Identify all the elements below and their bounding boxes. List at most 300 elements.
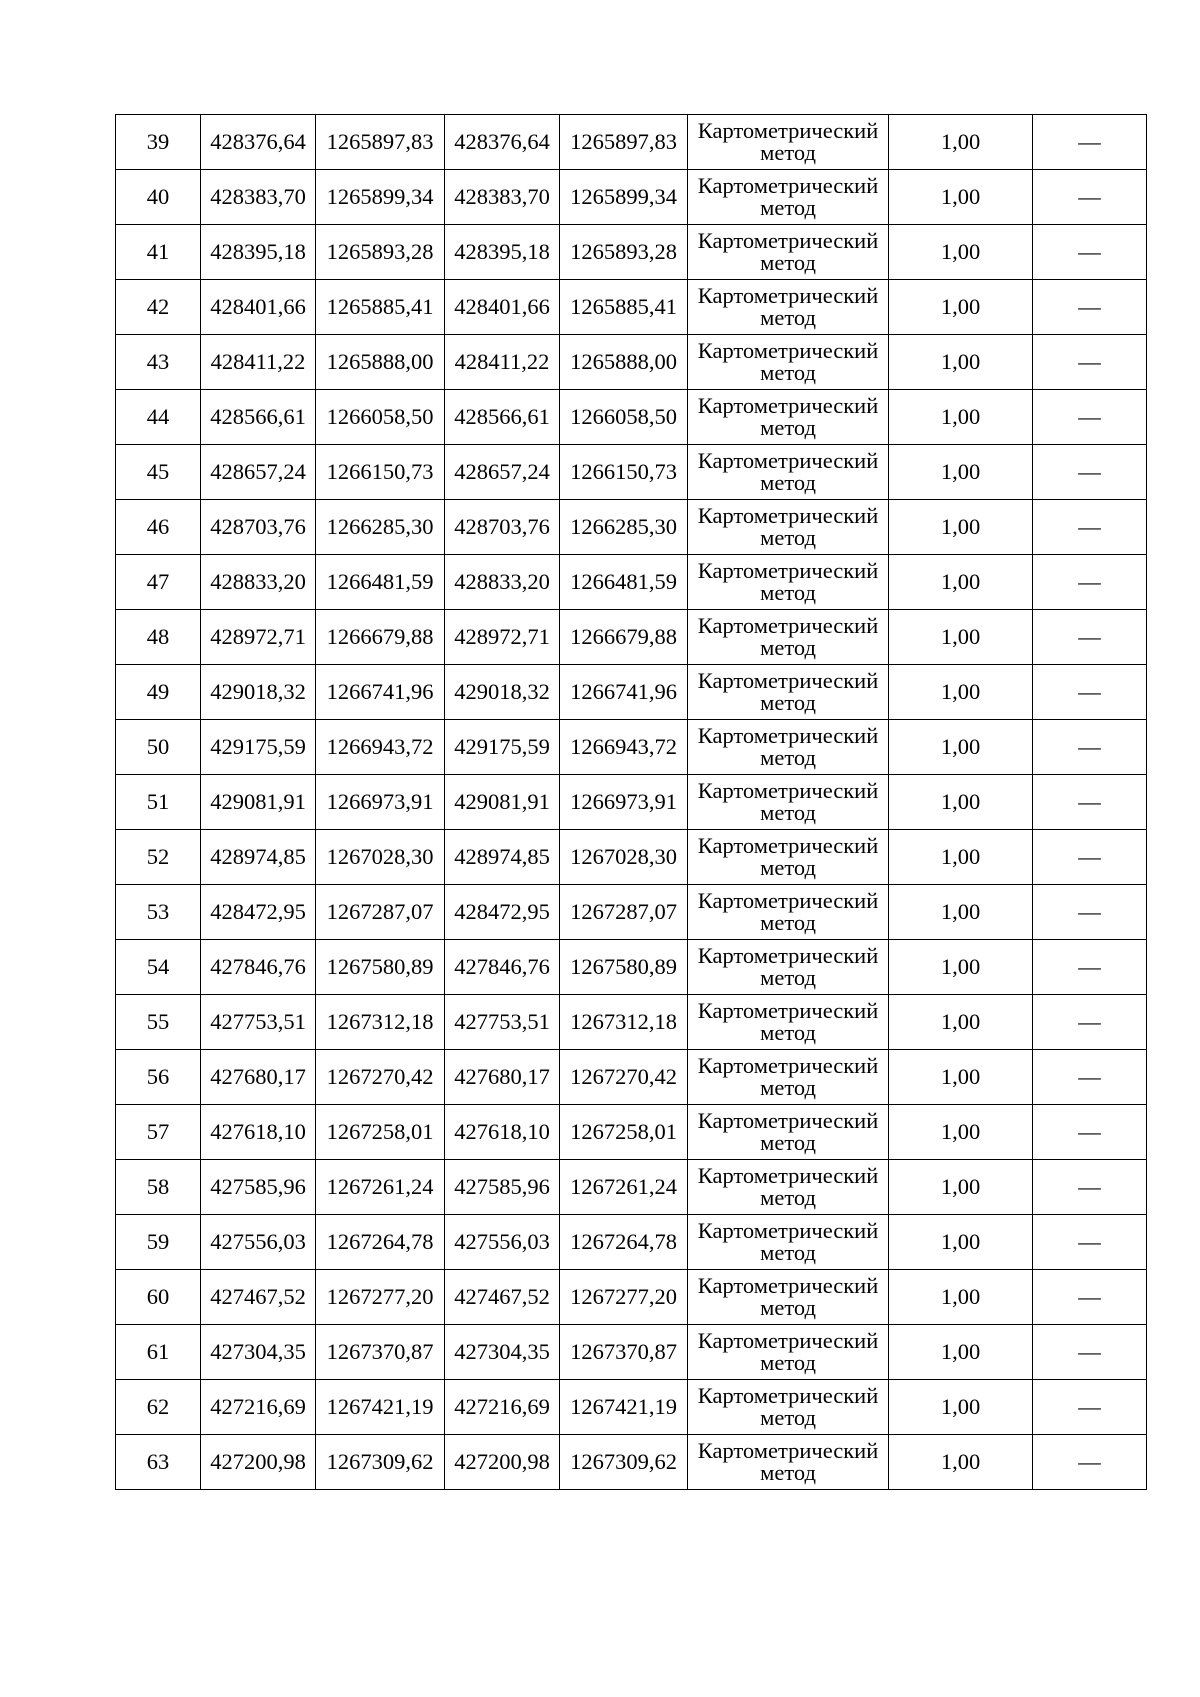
point-number-cell: 43	[116, 335, 201, 390]
new-x-cell: 428972,71	[445, 610, 560, 665]
table-row	[116, 940, 1147, 995]
point-number-cell: 52	[116, 830, 201, 885]
method-cell	[688, 390, 889, 445]
method-label-line2: метод	[760, 1240, 816, 1265]
table-row	[116, 1215, 1147, 1270]
note-cell	[1033, 610, 1147, 665]
existing-x-cell: 427200,98	[201, 1435, 316, 1490]
table-row	[116, 555, 1147, 610]
new-x-cell: 428703,76	[445, 500, 560, 555]
note-cell	[1033, 1270, 1147, 1325]
new-y-cell: 1266150,73	[560, 445, 688, 500]
method-label-line2: метод	[760, 800, 816, 825]
dash-mark: —	[1078, 1338, 1101, 1364]
method-label-line2: метод	[760, 635, 816, 660]
method-cell	[688, 995, 889, 1050]
method-label-line1: Картометрический	[697, 1272, 879, 1298]
table-row	[116, 775, 1147, 830]
table-row	[116, 390, 1147, 445]
accuracy-cell: 1,00	[889, 280, 1033, 335]
method-label-line2: метод	[760, 1350, 816, 1375]
new-y-cell: 1266679,88	[560, 610, 688, 665]
method-label-line2: метод	[760, 1130, 816, 1155]
method-label-line2: метод	[760, 855, 816, 880]
new-x-cell: 428401,66	[445, 280, 560, 335]
table-row	[116, 1325, 1147, 1380]
method-label-line2: метод	[760, 1295, 816, 1320]
existing-y-cell: 1266481,59	[316, 555, 445, 610]
existing-x-cell: 428376,64	[201, 115, 316, 170]
method-cell	[688, 1050, 889, 1105]
new-y-cell: 1266943,72	[560, 720, 688, 775]
dash-mark: —	[1078, 348, 1101, 374]
method-label-line2: метод	[760, 690, 816, 715]
accuracy-cell: 1,00	[889, 1435, 1033, 1490]
point-number-cell: 57	[116, 1105, 201, 1160]
dash-mark: —	[1078, 1393, 1101, 1419]
method-label-line1: Картометрический	[697, 1162, 879, 1188]
new-y-cell: 1267309,62	[560, 1435, 688, 1490]
dash-mark: —	[1078, 1448, 1101, 1474]
table-row	[116, 225, 1147, 280]
method-label-line1: Картометрический	[697, 997, 879, 1023]
existing-y-cell: 1266679,88	[316, 610, 445, 665]
new-x-cell: 427585,96	[445, 1160, 560, 1215]
new-x-cell: 427467,52	[445, 1270, 560, 1325]
dash-mark: —	[1078, 843, 1101, 869]
existing-x-cell: 427556,03	[201, 1215, 316, 1270]
table-row	[116, 1380, 1147, 1435]
existing-y-cell: 1267270,42	[316, 1050, 445, 1105]
existing-x-cell: 428566,61	[201, 390, 316, 445]
new-x-cell: 427556,03	[445, 1215, 560, 1270]
dash-mark: —	[1078, 733, 1101, 759]
table-body	[116, 115, 1147, 1490]
method-label-line2: метод	[760, 470, 816, 495]
coordinates-table	[115, 114, 1147, 1490]
existing-x-cell: 427467,52	[201, 1270, 316, 1325]
point-number-cell: 40	[116, 170, 201, 225]
note-cell	[1033, 1380, 1147, 1435]
method-label-line1: Картометрический	[697, 722, 879, 748]
method-cell	[688, 555, 889, 610]
method-label-line2: метод	[760, 1185, 816, 1210]
dash-mark: —	[1078, 183, 1101, 209]
dash-mark: —	[1078, 1118, 1101, 1144]
method-label-line2: метод	[760, 965, 816, 990]
table-row	[116, 830, 1147, 885]
new-x-cell: 429018,32	[445, 665, 560, 720]
new-y-cell: 1267580,89	[560, 940, 688, 995]
existing-y-cell: 1266973,91	[316, 775, 445, 830]
table-row	[116, 445, 1147, 500]
existing-y-cell: 1267309,62	[316, 1435, 445, 1490]
existing-y-cell: 1267287,07	[316, 885, 445, 940]
new-x-cell: 427846,76	[445, 940, 560, 995]
accuracy-cell: 1,00	[889, 390, 1033, 445]
method-cell	[688, 500, 889, 555]
new-y-cell: 1266741,96	[560, 665, 688, 720]
method-label-line2: метод	[760, 195, 816, 220]
existing-x-cell: 427680,17	[201, 1050, 316, 1105]
method-label-line1: Картометрический	[697, 887, 879, 913]
existing-y-cell: 1267277,20	[316, 1270, 445, 1325]
existing-x-cell: 428703,76	[201, 500, 316, 555]
note-cell	[1033, 170, 1147, 225]
method-label-line1: Картометрический	[697, 1107, 879, 1133]
point-number-cell: 51	[116, 775, 201, 830]
method-label-line1: Картометрический	[697, 227, 879, 253]
point-number-cell: 62	[116, 1380, 201, 1435]
method-cell	[688, 1270, 889, 1325]
point-number-cell: 55	[116, 995, 201, 1050]
table-row	[116, 720, 1147, 775]
method-cell	[688, 610, 889, 665]
accuracy-cell: 1,00	[889, 720, 1033, 775]
point-number-cell: 39	[116, 115, 201, 170]
new-x-cell: 428376,64	[445, 115, 560, 170]
note-cell	[1033, 775, 1147, 830]
dash-mark: —	[1078, 953, 1101, 979]
table-row	[116, 1050, 1147, 1105]
existing-x-cell: 427618,10	[201, 1105, 316, 1160]
method-label-line2: метод	[760, 140, 816, 165]
existing-y-cell: 1266058,50	[316, 390, 445, 445]
method-cell	[688, 1160, 889, 1215]
existing-x-cell: 428472,95	[201, 885, 316, 940]
method-cell	[688, 940, 889, 995]
method-cell	[688, 775, 889, 830]
note-cell	[1033, 500, 1147, 555]
accuracy-cell: 1,00	[889, 1270, 1033, 1325]
table-row	[116, 1105, 1147, 1160]
dash-mark: —	[1078, 458, 1101, 484]
existing-x-cell: 427304,35	[201, 1325, 316, 1380]
note-cell	[1033, 1160, 1147, 1215]
existing-x-cell: 427753,51	[201, 995, 316, 1050]
new-y-cell: 1267287,07	[560, 885, 688, 940]
existing-y-cell: 1266943,72	[316, 720, 445, 775]
method-label-line2: метод	[760, 1020, 816, 1045]
accuracy-cell: 1,00	[889, 1160, 1033, 1215]
new-x-cell: 427216,69	[445, 1380, 560, 1435]
new-x-cell: 427618,10	[445, 1105, 560, 1160]
existing-x-cell: 428401,66	[201, 280, 316, 335]
note-cell	[1033, 1435, 1147, 1490]
dash-mark: —	[1078, 1063, 1101, 1089]
method-label-line1: Картометрический	[697, 282, 879, 308]
note-cell	[1033, 1215, 1147, 1270]
existing-x-cell: 428383,70	[201, 170, 316, 225]
point-number-cell: 59	[116, 1215, 201, 1270]
method-cell	[688, 720, 889, 775]
new-x-cell: 427304,35	[445, 1325, 560, 1380]
note-cell	[1033, 555, 1147, 610]
note-cell	[1033, 115, 1147, 170]
existing-y-cell: 1266150,73	[316, 445, 445, 500]
existing-x-cell: 428833,20	[201, 555, 316, 610]
method-cell	[688, 115, 889, 170]
new-y-cell: 1267277,20	[560, 1270, 688, 1325]
new-y-cell: 1265885,41	[560, 280, 688, 335]
point-number-cell: 45	[116, 445, 201, 500]
method-label-line2: метод	[760, 525, 816, 550]
table-row	[116, 170, 1147, 225]
accuracy-cell: 1,00	[889, 830, 1033, 885]
note-cell	[1033, 225, 1147, 280]
note-cell	[1033, 280, 1147, 335]
method-cell	[688, 280, 889, 335]
point-number-cell: 47	[116, 555, 201, 610]
method-label-line1: Картометрический	[697, 502, 879, 528]
accuracy-cell: 1,00	[889, 885, 1033, 940]
accuracy-cell: 1,00	[889, 500, 1033, 555]
new-x-cell: 429175,59	[445, 720, 560, 775]
method-label-line2: метод	[760, 1460, 816, 1485]
table-row	[116, 995, 1147, 1050]
existing-y-cell: 1265885,41	[316, 280, 445, 335]
existing-y-cell: 1267312,18	[316, 995, 445, 1050]
accuracy-cell: 1,00	[889, 610, 1033, 665]
method-label-line1: Картометрический	[697, 557, 879, 583]
method-label-line2: метод	[760, 745, 816, 770]
method-label-line1: Картометрический	[697, 337, 879, 363]
dash-mark: —	[1078, 293, 1101, 319]
method-cell	[688, 170, 889, 225]
method-label-line2: метод	[760, 250, 816, 275]
method-label-line1: Картометрический	[697, 667, 879, 693]
method-label-line2: метод	[760, 910, 816, 935]
note-cell	[1033, 1105, 1147, 1160]
existing-y-cell: 1266285,30	[316, 500, 445, 555]
accuracy-cell: 1,00	[889, 665, 1033, 720]
method-label-line2: метод	[760, 360, 816, 385]
point-number-cell: 58	[116, 1160, 201, 1215]
existing-y-cell: 1267261,24	[316, 1160, 445, 1215]
method-label-line1: Картометрический	[697, 612, 879, 638]
new-y-cell: 1267261,24	[560, 1160, 688, 1215]
accuracy-cell: 1,00	[889, 225, 1033, 280]
existing-y-cell: 1265897,83	[316, 115, 445, 170]
method-label-line1: Картометрический	[697, 392, 879, 418]
point-number-cell: 42	[116, 280, 201, 335]
existing-x-cell: 429081,91	[201, 775, 316, 830]
existing-y-cell: 1267580,89	[316, 940, 445, 995]
existing-x-cell: 428974,85	[201, 830, 316, 885]
accuracy-cell: 1,00	[889, 445, 1033, 500]
note-cell	[1033, 720, 1147, 775]
note-cell	[1033, 940, 1147, 995]
new-x-cell: 428472,95	[445, 885, 560, 940]
accuracy-cell: 1,00	[889, 115, 1033, 170]
method-cell	[688, 445, 889, 500]
existing-x-cell: 428972,71	[201, 610, 316, 665]
note-cell	[1033, 830, 1147, 885]
dash-mark: —	[1078, 128, 1101, 154]
table-row	[116, 115, 1147, 170]
method-label-line1: Картометрический	[697, 832, 879, 858]
accuracy-cell: 1,00	[889, 940, 1033, 995]
new-x-cell: 428383,70	[445, 170, 560, 225]
new-y-cell: 1267270,42	[560, 1050, 688, 1105]
note-cell	[1033, 995, 1147, 1050]
method-label-line1: Картометрический	[697, 1217, 879, 1243]
existing-y-cell: 1267264,78	[316, 1215, 445, 1270]
method-label-line1: Картометрический	[697, 117, 879, 143]
table-row	[116, 1435, 1147, 1490]
accuracy-cell: 1,00	[889, 1380, 1033, 1435]
method-cell	[688, 225, 889, 280]
method-cell	[688, 1380, 889, 1435]
accuracy-cell: 1,00	[889, 1050, 1033, 1105]
point-number-cell: 44	[116, 390, 201, 445]
dash-mark: —	[1078, 513, 1101, 539]
method-label-line2: метод	[760, 1075, 816, 1100]
note-cell	[1033, 665, 1147, 720]
table-row	[116, 1160, 1147, 1215]
new-x-cell: 428395,18	[445, 225, 560, 280]
existing-x-cell: 427585,96	[201, 1160, 316, 1215]
existing-x-cell: 429175,59	[201, 720, 316, 775]
accuracy-cell: 1,00	[889, 995, 1033, 1050]
new-y-cell: 1265897,83	[560, 115, 688, 170]
existing-y-cell: 1265893,28	[316, 225, 445, 280]
dash-mark: —	[1078, 678, 1101, 704]
note-cell	[1033, 390, 1147, 445]
method-label-line1: Картометрический	[697, 172, 879, 198]
accuracy-cell: 1,00	[889, 1105, 1033, 1160]
dash-mark: —	[1078, 1173, 1101, 1199]
new-y-cell: 1266285,30	[560, 500, 688, 555]
existing-y-cell: 1267421,19	[316, 1380, 445, 1435]
dash-mark: —	[1078, 623, 1101, 649]
existing-y-cell: 1267028,30	[316, 830, 445, 885]
method-cell	[688, 1215, 889, 1270]
accuracy-cell: 1,00	[889, 335, 1033, 390]
point-number-cell: 49	[116, 665, 201, 720]
table-row	[116, 665, 1147, 720]
method-cell	[688, 1325, 889, 1380]
dash-mark: —	[1078, 898, 1101, 924]
existing-x-cell: 427216,69	[201, 1380, 316, 1435]
method-cell	[688, 665, 889, 720]
existing-y-cell: 1265899,34	[316, 170, 445, 225]
method-cell	[688, 885, 889, 940]
dash-mark: —	[1078, 403, 1101, 429]
new-y-cell: 1266973,91	[560, 775, 688, 830]
new-y-cell: 1265893,28	[560, 225, 688, 280]
point-number-cell: 48	[116, 610, 201, 665]
accuracy-cell: 1,00	[889, 170, 1033, 225]
dash-mark: —	[1078, 568, 1101, 594]
new-y-cell: 1265899,34	[560, 170, 688, 225]
existing-y-cell: 1266741,96	[316, 665, 445, 720]
table-row	[116, 610, 1147, 665]
existing-y-cell: 1265888,00	[316, 335, 445, 390]
existing-x-cell: 429018,32	[201, 665, 316, 720]
new-y-cell: 1265888,00	[560, 335, 688, 390]
new-y-cell: 1267264,78	[560, 1215, 688, 1270]
existing-x-cell: 428395,18	[201, 225, 316, 280]
method-cell	[688, 1435, 889, 1490]
dash-mark: —	[1078, 1228, 1101, 1254]
method-label-line1: Картометрический	[697, 777, 879, 803]
method-cell	[688, 335, 889, 390]
existing-y-cell: 1267370,87	[316, 1325, 445, 1380]
new-y-cell: 1267370,87	[560, 1325, 688, 1380]
method-label-line2: метод	[760, 415, 816, 440]
dash-mark: —	[1078, 788, 1101, 814]
new-x-cell: 428833,20	[445, 555, 560, 610]
new-x-cell: 428566,61	[445, 390, 560, 445]
point-number-cell: 60	[116, 1270, 201, 1325]
method-label-line1: Картометрический	[697, 1327, 879, 1353]
new-x-cell: 429081,91	[445, 775, 560, 830]
new-x-cell: 428411,22	[445, 335, 560, 390]
method-label-line2: метод	[760, 305, 816, 330]
note-cell	[1033, 1050, 1147, 1105]
new-x-cell: 428974,85	[445, 830, 560, 885]
new-y-cell: 1266058,50	[560, 390, 688, 445]
point-number-cell: 41	[116, 225, 201, 280]
note-cell	[1033, 445, 1147, 500]
existing-x-cell: 428411,22	[201, 335, 316, 390]
accuracy-cell: 1,00	[889, 555, 1033, 610]
note-cell	[1033, 1325, 1147, 1380]
point-number-cell: 46	[116, 500, 201, 555]
new-y-cell: 1266481,59	[560, 555, 688, 610]
method-label-line1: Картометрический	[697, 942, 879, 968]
table-row	[116, 500, 1147, 555]
point-number-cell: 53	[116, 885, 201, 940]
note-cell	[1033, 885, 1147, 940]
method-cell	[688, 830, 889, 885]
accuracy-cell: 1,00	[889, 1215, 1033, 1270]
new-x-cell: 427200,98	[445, 1435, 560, 1490]
point-number-cell: 61	[116, 1325, 201, 1380]
method-label-line2: метод	[760, 580, 816, 605]
point-number-cell: 50	[116, 720, 201, 775]
point-number-cell: 54	[116, 940, 201, 995]
new-x-cell: 427680,17	[445, 1050, 560, 1105]
table-row	[116, 885, 1147, 940]
point-number-cell: 63	[116, 1435, 201, 1490]
existing-x-cell: 428657,24	[201, 445, 316, 500]
existing-x-cell: 427846,76	[201, 940, 316, 995]
point-number-cell: 56	[116, 1050, 201, 1105]
method-cell	[688, 1105, 889, 1160]
method-label-line1: Картометрический	[697, 1437, 879, 1463]
existing-y-cell: 1267258,01	[316, 1105, 445, 1160]
method-label-line1: Картометрический	[697, 447, 879, 473]
new-y-cell: 1267312,18	[560, 995, 688, 1050]
new-y-cell: 1267421,19	[560, 1380, 688, 1435]
note-cell	[1033, 335, 1147, 390]
method-label-line1: Картометрический	[697, 1052, 879, 1078]
accuracy-cell: 1,00	[889, 775, 1033, 830]
dash-mark: —	[1078, 1283, 1101, 1309]
method-label-line2: метод	[760, 1405, 816, 1430]
new-y-cell: 1267028,30	[560, 830, 688, 885]
new-y-cell: 1267258,01	[560, 1105, 688, 1160]
dash-mark: —	[1078, 238, 1101, 264]
method-label-line1: Картометрический	[697, 1382, 879, 1408]
new-x-cell: 428657,24	[445, 445, 560, 500]
table-row	[116, 1270, 1147, 1325]
new-x-cell: 427753,51	[445, 995, 560, 1050]
table-row	[116, 280, 1147, 335]
dash-mark: —	[1078, 1008, 1101, 1034]
